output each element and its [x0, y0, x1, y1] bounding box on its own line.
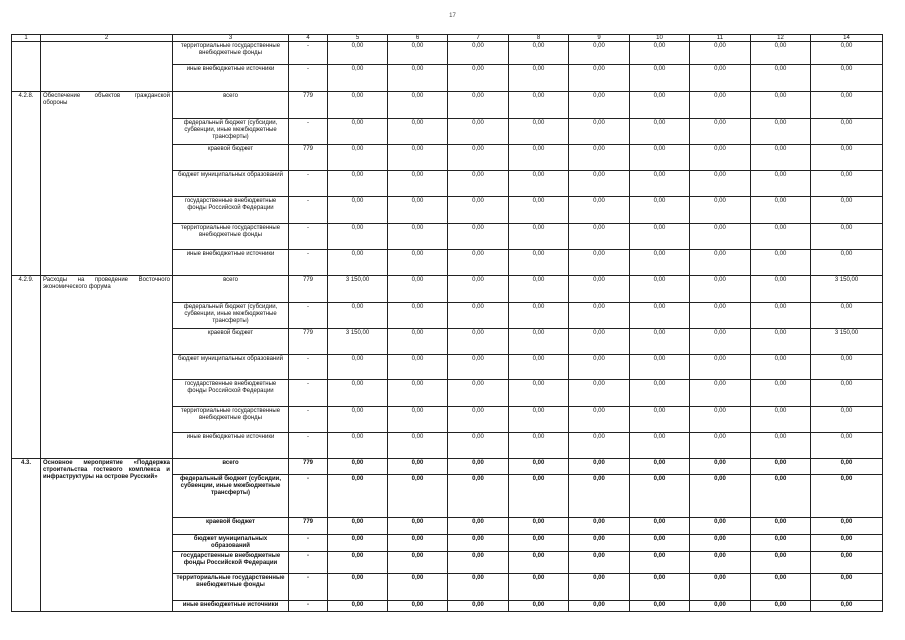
value-cell: 0,00 [388, 65, 448, 92]
value-cell: 0,00 [509, 303, 569, 329]
value-cell: 3 150,00 [328, 329, 388, 355]
value-cell: 3 150,00 [811, 329, 883, 355]
value-cell: 0,00 [630, 407, 690, 433]
value-cell: 0,00 [569, 459, 630, 475]
funding-source: территориальные государственные внебюджетные фонды [173, 407, 289, 433]
section-code: 4.3. [12, 459, 41, 612]
budget-code: - [289, 535, 328, 552]
value-cell: 0,00 [630, 303, 690, 329]
value-cell: 0,00 [630, 535, 690, 552]
column-header: 7 [448, 35, 509, 42]
value-cell: 0,00 [328, 459, 388, 475]
funding-source: краевой бюджет [173, 329, 289, 355]
value-cell: 0,00 [569, 303, 630, 329]
value-cell: 0,00 [751, 380, 811, 407]
value-cell: 3 150,00 [811, 276, 883, 303]
value-cell: 0,00 [630, 355, 690, 380]
budget-code: 779 [289, 276, 328, 303]
value-cell: 0,00 [630, 250, 690, 276]
value-cell: 0,00 [630, 552, 690, 574]
value-cell: 0,00 [388, 535, 448, 552]
value-cell: 3 150,00 [328, 276, 388, 303]
funding-source: иные внебюджетные источники [173, 65, 289, 92]
value-cell: 0,00 [751, 65, 811, 92]
value-cell: 0,00 [690, 65, 751, 92]
funding-source: государственные внебюджетные фонды Российской Федерации [173, 552, 289, 574]
value-cell: 0,00 [811, 92, 883, 119]
value-cell: 0,00 [751, 574, 811, 601]
value-cell: 0,00 [811, 407, 883, 433]
funding-source: иные внебюджетные источники [173, 601, 289, 612]
budget-code: - [289, 171, 328, 197]
budget-code: - [289, 65, 328, 92]
value-cell: 0,00 [630, 65, 690, 92]
budget-code: 779 [289, 459, 328, 475]
value-cell: 0,00 [509, 574, 569, 601]
value-cell: 0,00 [448, 197, 509, 224]
value-cell: 0,00 [630, 171, 690, 197]
value-cell: 0,00 [751, 303, 811, 329]
value-cell: 0,00 [751, 224, 811, 250]
value-cell: 0,00 [569, 601, 630, 612]
value-cell: 0,00 [448, 171, 509, 197]
value-cell: 0,00 [630, 276, 690, 303]
value-cell: 0,00 [509, 380, 569, 407]
funding-source: государственные внебюджетные фонды Российской Федерации [173, 380, 289, 407]
section-code: 4.2.8. [12, 92, 41, 276]
budget-code: - [289, 407, 328, 433]
value-cell: 0,00 [388, 42, 448, 65]
budget-code: - [289, 380, 328, 407]
value-cell: 0,00 [509, 276, 569, 303]
value-cell: 0,00 [328, 518, 388, 535]
value-cell: 0,00 [569, 552, 630, 574]
value-cell: 0,00 [509, 407, 569, 433]
value-cell: 0,00 [509, 329, 569, 355]
budget-code: - [289, 119, 328, 145]
value-cell: 0,00 [448, 601, 509, 612]
value-cell: 0,00 [690, 224, 751, 250]
value-cell: 0,00 [811, 250, 883, 276]
value-cell: 0,00 [751, 355, 811, 380]
funding-source: территориальные государственные внебюджетные фонды [173, 224, 289, 250]
value-cell: 0,00 [448, 459, 509, 475]
value-cell: 0,00 [690, 303, 751, 329]
column-header: 5 [328, 35, 388, 42]
value-cell: 0,00 [569, 380, 630, 407]
value-cell: 0,00 [388, 475, 448, 518]
value-cell: 0,00 [388, 197, 448, 224]
budget-code: - [289, 433, 328, 459]
value-cell: 0,00 [811, 380, 883, 407]
value-cell: 0,00 [328, 145, 388, 171]
value-cell: 0,00 [388, 303, 448, 329]
value-cell: 0,00 [569, 145, 630, 171]
column-header: 11 [690, 35, 751, 42]
value-cell: 0,00 [328, 535, 388, 552]
value-cell: 0,00 [690, 119, 751, 145]
budget-code: 779 [289, 518, 328, 535]
funding-source: всего [173, 92, 289, 119]
value-cell: 0,00 [509, 92, 569, 119]
value-cell: 0,00 [448, 276, 509, 303]
value-cell: 0,00 [811, 475, 883, 518]
value-cell: 0,00 [751, 250, 811, 276]
value-cell: 0,00 [448, 475, 509, 518]
value-cell: 0,00 [630, 42, 690, 65]
value-cell: 0,00 [690, 601, 751, 612]
value-cell: 0,00 [751, 42, 811, 65]
value-cell: 0,00 [328, 380, 388, 407]
funding-source: бюджет муниципальных образований [173, 355, 289, 380]
budget-table [11, 34, 883, 612]
value-cell: 0,00 [509, 601, 569, 612]
value-cell: 0,00 [448, 407, 509, 433]
budget-code: - [289, 475, 328, 518]
column-header: 14 [811, 35, 883, 42]
column-header: 1 [12, 35, 41, 42]
funding-source: федеральный бюджет (субсидии, субвенции, иные межбюджетные трансферты) [173, 303, 289, 329]
value-cell: 0,00 [751, 407, 811, 433]
value-cell: 0,00 [630, 197, 690, 224]
value-cell: 0,00 [448, 355, 509, 380]
value-cell: 0,00 [751, 601, 811, 612]
value-cell: 0,00 [630, 475, 690, 518]
value-cell: 0,00 [448, 552, 509, 574]
value-cell: 0,00 [509, 197, 569, 224]
value-cell: 0,00 [569, 42, 630, 65]
value-cell: 0,00 [690, 552, 751, 574]
value-cell: 0,00 [690, 535, 751, 552]
value-cell: 0,00 [811, 303, 883, 329]
budget-code: - [289, 552, 328, 574]
budget-code: 779 [289, 145, 328, 171]
value-cell: 0,00 [509, 433, 569, 459]
value-cell: 0,00 [509, 552, 569, 574]
value-cell: 0,00 [388, 224, 448, 250]
column-header: 8 [509, 35, 569, 42]
value-cell: 0,00 [690, 459, 751, 475]
value-cell: 0,00 [630, 119, 690, 145]
value-cell: 0,00 [569, 329, 630, 355]
section-code [12, 42, 41, 92]
funding-source: всего [173, 459, 289, 475]
value-cell: 0,00 [509, 224, 569, 250]
value-cell: 0,00 [388, 276, 448, 303]
section-description [41, 42, 173, 92]
value-cell: 0,00 [448, 380, 509, 407]
funding-source: территориальные государственные внебюджетные фонды [173, 574, 289, 601]
value-cell: 0,00 [569, 92, 630, 119]
table-row [12, 276, 883, 303]
column-header: 9 [569, 35, 630, 42]
value-cell: 0,00 [811, 552, 883, 574]
value-cell: 0,00 [811, 574, 883, 601]
value-cell: 0,00 [448, 433, 509, 459]
value-cell: 0,00 [388, 380, 448, 407]
funding-source: краевой бюджет [173, 145, 289, 171]
value-cell: 0,00 [509, 250, 569, 276]
value-cell: 0,00 [630, 224, 690, 250]
value-cell: 0,00 [811, 42, 883, 65]
value-cell: 0,00 [328, 224, 388, 250]
funding-source: бюджет муниципальных образований [173, 171, 289, 197]
value-cell: 0,00 [448, 535, 509, 552]
column-header: 3 [173, 35, 289, 42]
value-cell: 0,00 [811, 535, 883, 552]
value-cell: 0,00 [509, 459, 569, 475]
value-cell: 0,00 [811, 601, 883, 612]
column-header: 12 [751, 35, 811, 42]
value-cell: 0,00 [448, 145, 509, 171]
value-cell: 0,00 [811, 355, 883, 380]
value-cell: 0,00 [569, 433, 630, 459]
budget-code: - [289, 601, 328, 612]
budget-code: - [289, 42, 328, 65]
value-cell: 0,00 [448, 518, 509, 535]
value-cell: 0,00 [811, 119, 883, 145]
value-cell: 0,00 [388, 459, 448, 475]
table-row [12, 92, 883, 119]
value-cell: 0,00 [751, 145, 811, 171]
value-cell: 0,00 [328, 92, 388, 119]
value-cell: 0,00 [630, 574, 690, 601]
header-row [12, 35, 883, 42]
value-cell: 0,00 [690, 380, 751, 407]
value-cell: 0,00 [751, 459, 811, 475]
value-cell: 0,00 [509, 145, 569, 171]
value-cell: 0,00 [751, 433, 811, 459]
value-cell: 0,00 [630, 92, 690, 119]
value-cell: 0,00 [388, 518, 448, 535]
value-cell: 0,00 [448, 303, 509, 329]
value-cell: 0,00 [569, 574, 630, 601]
value-cell: 0,00 [630, 145, 690, 171]
value-cell: 0,00 [811, 171, 883, 197]
value-cell: 0,00 [509, 42, 569, 65]
section-code: 4.2.9. [12, 276, 41, 459]
funding-source: территориальные государственные внебюджетные фонды [173, 42, 289, 65]
funding-source: бюджет муниципальных образований [173, 535, 289, 552]
section-description: Расходы на проведение Восточного экономического форума [41, 276, 173, 459]
value-cell: 0,00 [690, 355, 751, 380]
funding-source: краевой бюджет [173, 518, 289, 535]
budget-code: - [289, 224, 328, 250]
value-cell: 0,00 [690, 329, 751, 355]
value-cell: 0,00 [630, 433, 690, 459]
value-cell: 0,00 [448, 42, 509, 65]
value-cell: 0,00 [690, 433, 751, 459]
value-cell: 0,00 [569, 355, 630, 380]
value-cell: 0,00 [509, 518, 569, 535]
value-cell: 0,00 [509, 355, 569, 380]
value-cell: 0,00 [328, 303, 388, 329]
value-cell: 0,00 [630, 329, 690, 355]
value-cell: 0,00 [690, 42, 751, 65]
column-header: 6 [388, 35, 448, 42]
value-cell: 0,00 [328, 119, 388, 145]
value-cell: 0,00 [569, 518, 630, 535]
value-cell: 0,00 [751, 119, 811, 145]
funding-source: всего [173, 276, 289, 303]
value-cell: 0,00 [388, 574, 448, 601]
value-cell: 0,00 [328, 42, 388, 65]
value-cell: 0,00 [630, 518, 690, 535]
value-cell: 0,00 [388, 433, 448, 459]
funding-source: иные внебюджетные источники [173, 250, 289, 276]
value-cell: 0,00 [630, 380, 690, 407]
value-cell: 0,00 [448, 329, 509, 355]
value-cell: 0,00 [811, 459, 883, 475]
value-cell: 0,00 [690, 574, 751, 601]
value-cell: 0,00 [328, 197, 388, 224]
funding-source: государственные внебюджетные фонды Российской Федерации [173, 197, 289, 224]
value-cell: 0,00 [690, 197, 751, 224]
value-cell: 0,00 [328, 65, 388, 92]
budget-code: - [289, 355, 328, 380]
value-cell: 0,00 [751, 475, 811, 518]
value-cell: 0,00 [569, 65, 630, 92]
value-cell: 0,00 [448, 250, 509, 276]
value-cell: 0,00 [448, 119, 509, 145]
value-cell: 0,00 [811, 145, 883, 171]
section-description: Основное мероприятие «Поддержка строительства гостевого комплекса и инфраструктуры на острове Русский» [41, 459, 173, 612]
budget-code: 779 [289, 92, 328, 119]
value-cell: 0,00 [509, 535, 569, 552]
value-cell: 0,00 [448, 574, 509, 601]
value-cell: 0,00 [751, 276, 811, 303]
value-cell: 0,00 [509, 65, 569, 92]
value-cell: 0,00 [690, 407, 751, 433]
column-header: 10 [630, 35, 690, 42]
value-cell: 0,00 [388, 407, 448, 433]
value-cell: 0,00 [811, 197, 883, 224]
value-cell: 0,00 [751, 329, 811, 355]
value-cell: 0,00 [690, 475, 751, 518]
table-row [12, 459, 883, 475]
value-cell: 0,00 [448, 224, 509, 250]
column-header: 2 [41, 35, 173, 42]
value-cell: 0,00 [328, 171, 388, 197]
budget-code: - [289, 574, 328, 601]
value-cell: 0,00 [328, 552, 388, 574]
value-cell: 0,00 [630, 459, 690, 475]
value-cell: 0,00 [328, 433, 388, 459]
value-cell: 0,00 [690, 518, 751, 535]
value-cell: 0,00 [690, 171, 751, 197]
budget-code: 779 [289, 329, 328, 355]
value-cell: 0,00 [751, 535, 811, 552]
funding-source: федеральный бюджет (субсидии, субвенции, иные межбюджетные трансферты) [173, 475, 289, 518]
value-cell: 0,00 [509, 119, 569, 145]
value-cell: 0,00 [569, 119, 630, 145]
value-cell: 0,00 [328, 475, 388, 518]
value-cell: 0,00 [811, 224, 883, 250]
value-cell: 0,00 [569, 276, 630, 303]
value-cell: 0,00 [569, 535, 630, 552]
value-cell: 0,00 [751, 552, 811, 574]
funding-source: федеральный бюджет (субсидии, субвенции, иные межбюджетные трансферты) [173, 119, 289, 145]
value-cell: 0,00 [328, 355, 388, 380]
value-cell: 0,00 [328, 574, 388, 601]
value-cell: 0,00 [811, 65, 883, 92]
value-cell: 0,00 [328, 407, 388, 433]
value-cell: 0,00 [751, 197, 811, 224]
value-cell: 0,00 [388, 119, 448, 145]
page-number: 17 [449, 13, 456, 19]
value-cell: 0,00 [388, 552, 448, 574]
value-cell: 0,00 [690, 250, 751, 276]
value-cell: 0,00 [690, 145, 751, 171]
value-cell: 0,00 [328, 250, 388, 276]
value-cell: 0,00 [811, 433, 883, 459]
value-cell: 0,00 [448, 65, 509, 92]
value-cell: 0,00 [569, 475, 630, 518]
value-cell: 0,00 [569, 197, 630, 224]
table-row [12, 42, 883, 65]
value-cell: 0,00 [448, 92, 509, 119]
value-cell: 0,00 [388, 329, 448, 355]
value-cell: 0,00 [388, 92, 448, 119]
value-cell: 0,00 [569, 171, 630, 197]
value-cell: 0,00 [569, 407, 630, 433]
value-cell: 0,00 [328, 601, 388, 612]
value-cell: 0,00 [751, 92, 811, 119]
section-description: Обеспечение объектов гражданской обороны [41, 92, 173, 276]
value-cell: 0,00 [388, 171, 448, 197]
value-cell: 0,00 [569, 224, 630, 250]
value-cell: 0,00 [509, 475, 569, 518]
budget-code: - [289, 303, 328, 329]
value-cell: 0,00 [751, 171, 811, 197]
budget-code: - [289, 197, 328, 224]
column-header: 4 [289, 35, 328, 42]
value-cell: 0,00 [751, 518, 811, 535]
value-cell: 0,00 [388, 355, 448, 380]
budget-code: - [289, 250, 328, 276]
value-cell: 0,00 [690, 276, 751, 303]
value-cell: 0,00 [630, 601, 690, 612]
value-cell: 0,00 [388, 145, 448, 171]
value-cell: 0,00 [388, 601, 448, 612]
value-cell: 0,00 [811, 518, 883, 535]
value-cell: 0,00 [388, 250, 448, 276]
value-cell: 0,00 [690, 92, 751, 119]
value-cell: 0,00 [569, 250, 630, 276]
funding-source: иные внебюджетные источники [173, 433, 289, 459]
value-cell: 0,00 [509, 171, 569, 197]
